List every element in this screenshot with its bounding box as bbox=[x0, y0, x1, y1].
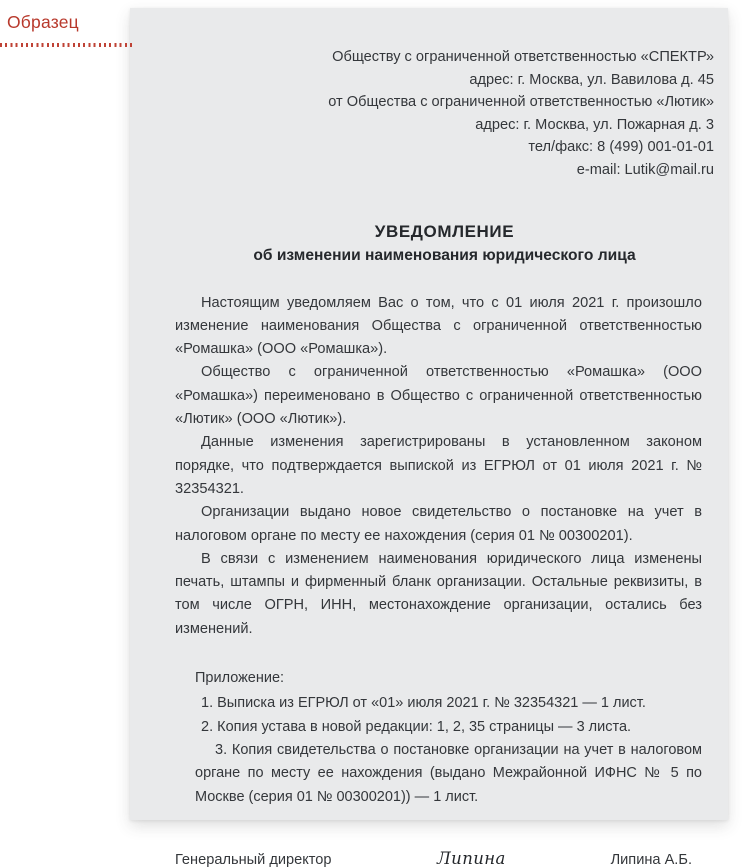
attachment-item-2: 2. Копия устава в новой редакции: 1, 2, 35 страницы — 3 листа. bbox=[201, 718, 632, 735]
document-sheet bbox=[130, 8, 728, 868]
addressee-line-recipient-address: адрес: г. Москва, ул. Вавилова д. 45 bbox=[469, 71, 714, 88]
sample-watermark-block bbox=[0, 0, 132, 60]
body-paragraph-4: Организации выдано новое свидетельство о постановке на учет в налоговом органе по месту ее нахождения (серия 01 № 00300201). bbox=[175, 504, 702, 544]
body-paragraph-3: Данные изменения зарегистрированы в установленном законом порядке, что подтверждается выпиской из ЕГРЮЛ от 01 июля 2021 г. № 32354321. bbox=[175, 434, 702, 497]
attachment-item-3: 3. Копия свидетельства о постановке организации на учет в налоговом органе по месту ее нахождения (выдано Межрайонной ИФНС № 5 по Москве (серия 01 № 00300201)) — 1 лист. bbox=[195, 741, 702, 805]
body-paragraph-2: Общество с ограниченной ответственностью «Ромашка» (ООО «Ромашка») переименовано в Общество с ограниченной ответственностью «Лютик» (ООО «Лютик»). bbox=[175, 364, 702, 428]
attachments-caption: Приложение: bbox=[195, 670, 285, 687]
addressee-line-sender-name: от Общества с ограниченной ответственностью «Лютик» bbox=[328, 94, 714, 111]
signatory-name: Липина А.Б. bbox=[610, 851, 692, 868]
addressee-block bbox=[175, 46, 714, 182]
sample-watermark-label: Образец bbox=[7, 12, 79, 32]
handwritten-signature: Липина bbox=[437, 848, 506, 868]
attachment-item-1: 1. Выписка из ЕГРЮЛ от «01» июля 2021 г. № 32354321 — 1 лист. bbox=[201, 695, 646, 712]
document-subtitle: об изменении наименования юридического лица bbox=[253, 246, 636, 264]
body-paragraph-5: В связи с изменением наименования юридического лица изменены печать, штампы и фирменный бланк организации. Остальные реквизиты, в том числе ОГРН, ИНН, местонахождение организации, остались без изменений. bbox=[175, 550, 702, 637]
document-content bbox=[175, 8, 714, 868]
document-title-block bbox=[175, 220, 714, 268]
sample-watermark-divider bbox=[0, 43, 132, 47]
document-title: УВЕДОМЛЕНИЕ bbox=[374, 221, 515, 241]
signature-row bbox=[175, 849, 714, 868]
signatory-position: Генеральный директор bbox=[175, 851, 332, 868]
body-paragraph-1: Настоящим уведомляем Вас о том, что с 01 июля 2021 г. произошло изменение наименования Общества с ограниченной ответственностью «Ромашка» (ООО «Ромашка»). bbox=[175, 294, 702, 358]
addressee-line-recipient-name: Обществу с ограниченной ответственностью «СПЕКТР» bbox=[332, 49, 714, 65]
addressee-line-sender-address: адрес: г. Москва, ул. Пожарная д. 3 bbox=[475, 116, 714, 133]
addressee-line-phone-fax: тел/факс: 8 (499) 001-01-01 bbox=[528, 139, 714, 156]
attachments-block bbox=[175, 667, 714, 809]
document-body bbox=[175, 292, 714, 641]
addressee-line-email: e-mail: Lutik@mail.ru bbox=[576, 161, 714, 178]
